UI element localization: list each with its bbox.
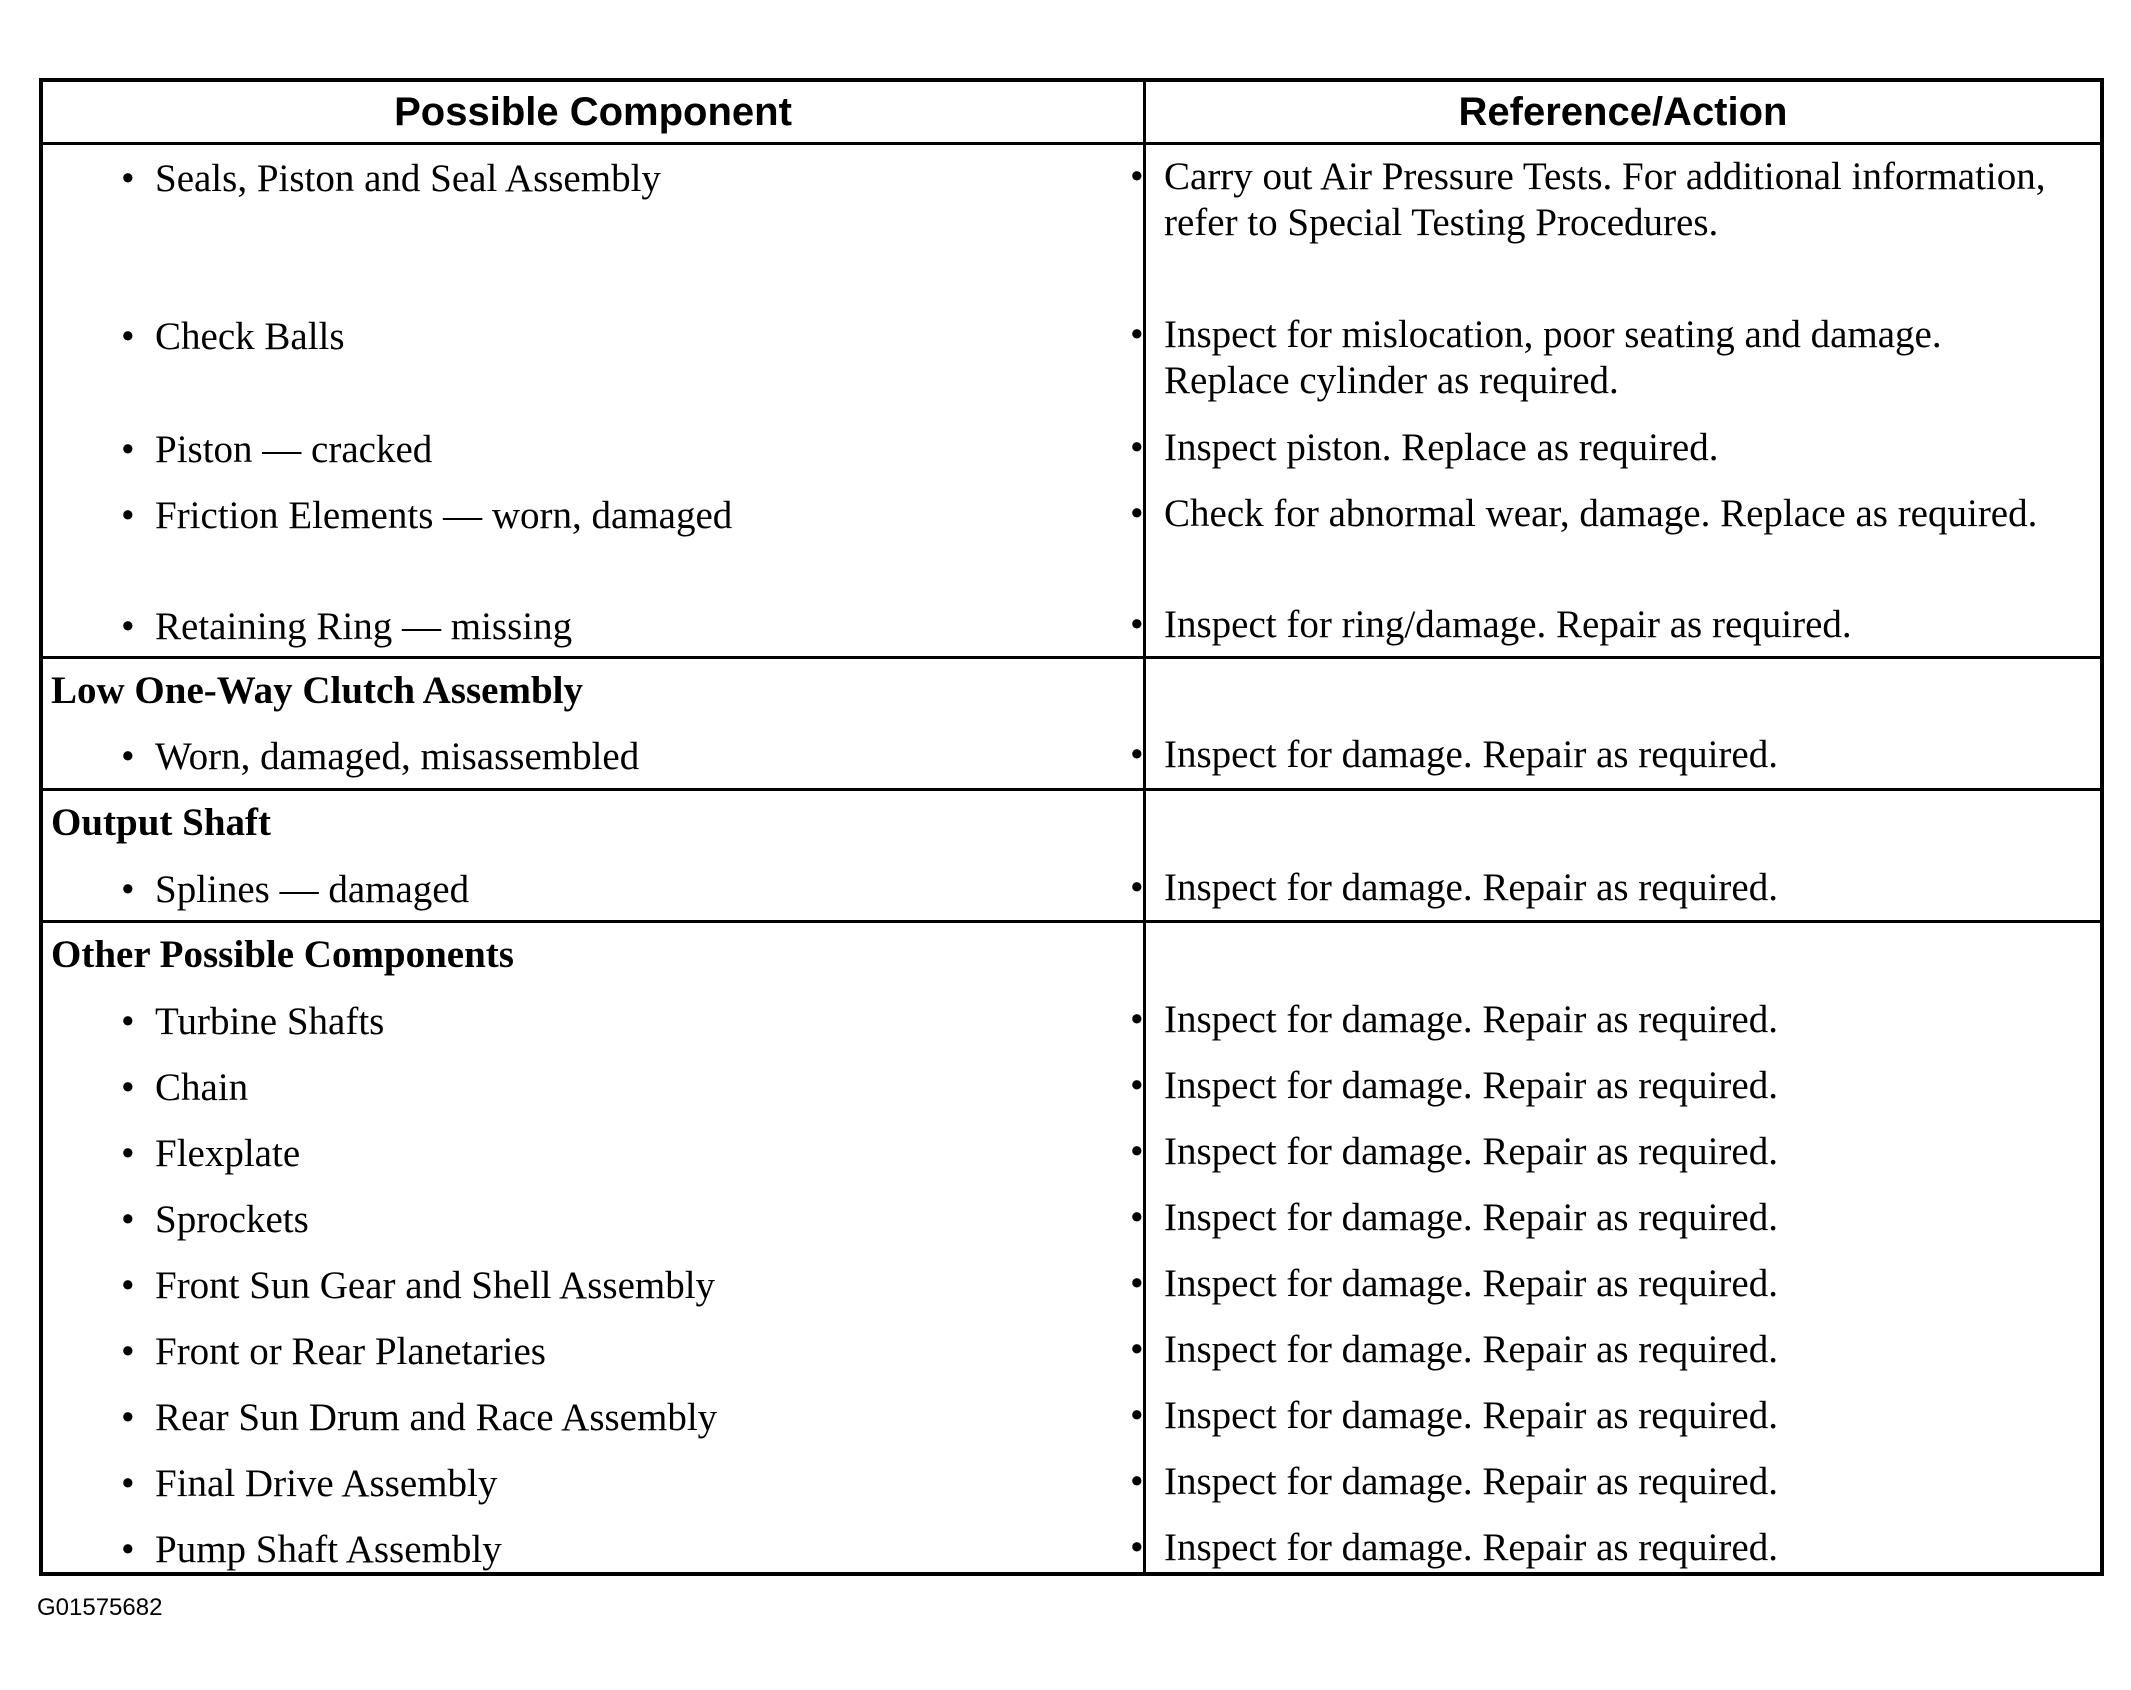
figure-code: G01575682 (37, 1594, 163, 1621)
header-reference-action: Reference/Action (1458, 89, 1788, 134)
section-divider (43, 656, 2100, 659)
section-divider (43, 920, 2100, 923)
section-title: Output Shaft (51, 801, 271, 844)
header-divider (43, 142, 2100, 145)
header-possible-component: Possible Component (394, 89, 792, 134)
section-divider (43, 788, 2100, 791)
section-title: Other Possible Components (51, 933, 514, 976)
section-title: Low One-Way Clutch Assembly (51, 669, 583, 712)
diagnosis-table: Possible Component Reference/Action • Seals, Piston and Seal Assembly • Carry out Air Pressure Tests. For additional information, refer to Special Testing Procedures. • Check Balls • Inspect for mislocation, poor seating and damage. Replace cylinder as required. • Piston — cracked • Inspect piston. Replace as required. • Friction Elements — worn, damaged • Check for abnormal wear, damage. Replace as required. • Retaining Ring — missing • Inspect for ring/damage. Repair as required. Low One-Way Clutch Assembly • Worn, damaged, misassembled • Inspect for damage. Repair as required. Output Shaft • Splines — damaged • Inspect for damage. Repair as required. Other Possible Components • Turbine Shafts • Inspect for damage. Repair as required. • Chain • Inspect for damage. Repair as required. • Flexplate • Inspect for damage. Repair as required. • Sprockets • Inspect for damage. Repair as required. • Front Sun Gear and Shell Assembly • Inspect for damage. Repair as required. • Front or Rear Planetaries • Inspect for damage. Repair as required. • Rear Sun Drum and Race Assembly • Inspect for damage. Repair as required. • Final Drive Assembly • Inspect for damage. Repair as required. • Pump Shaft Assembly • Inspect for damage. Repair as required. (39, 78, 2104, 1576)
